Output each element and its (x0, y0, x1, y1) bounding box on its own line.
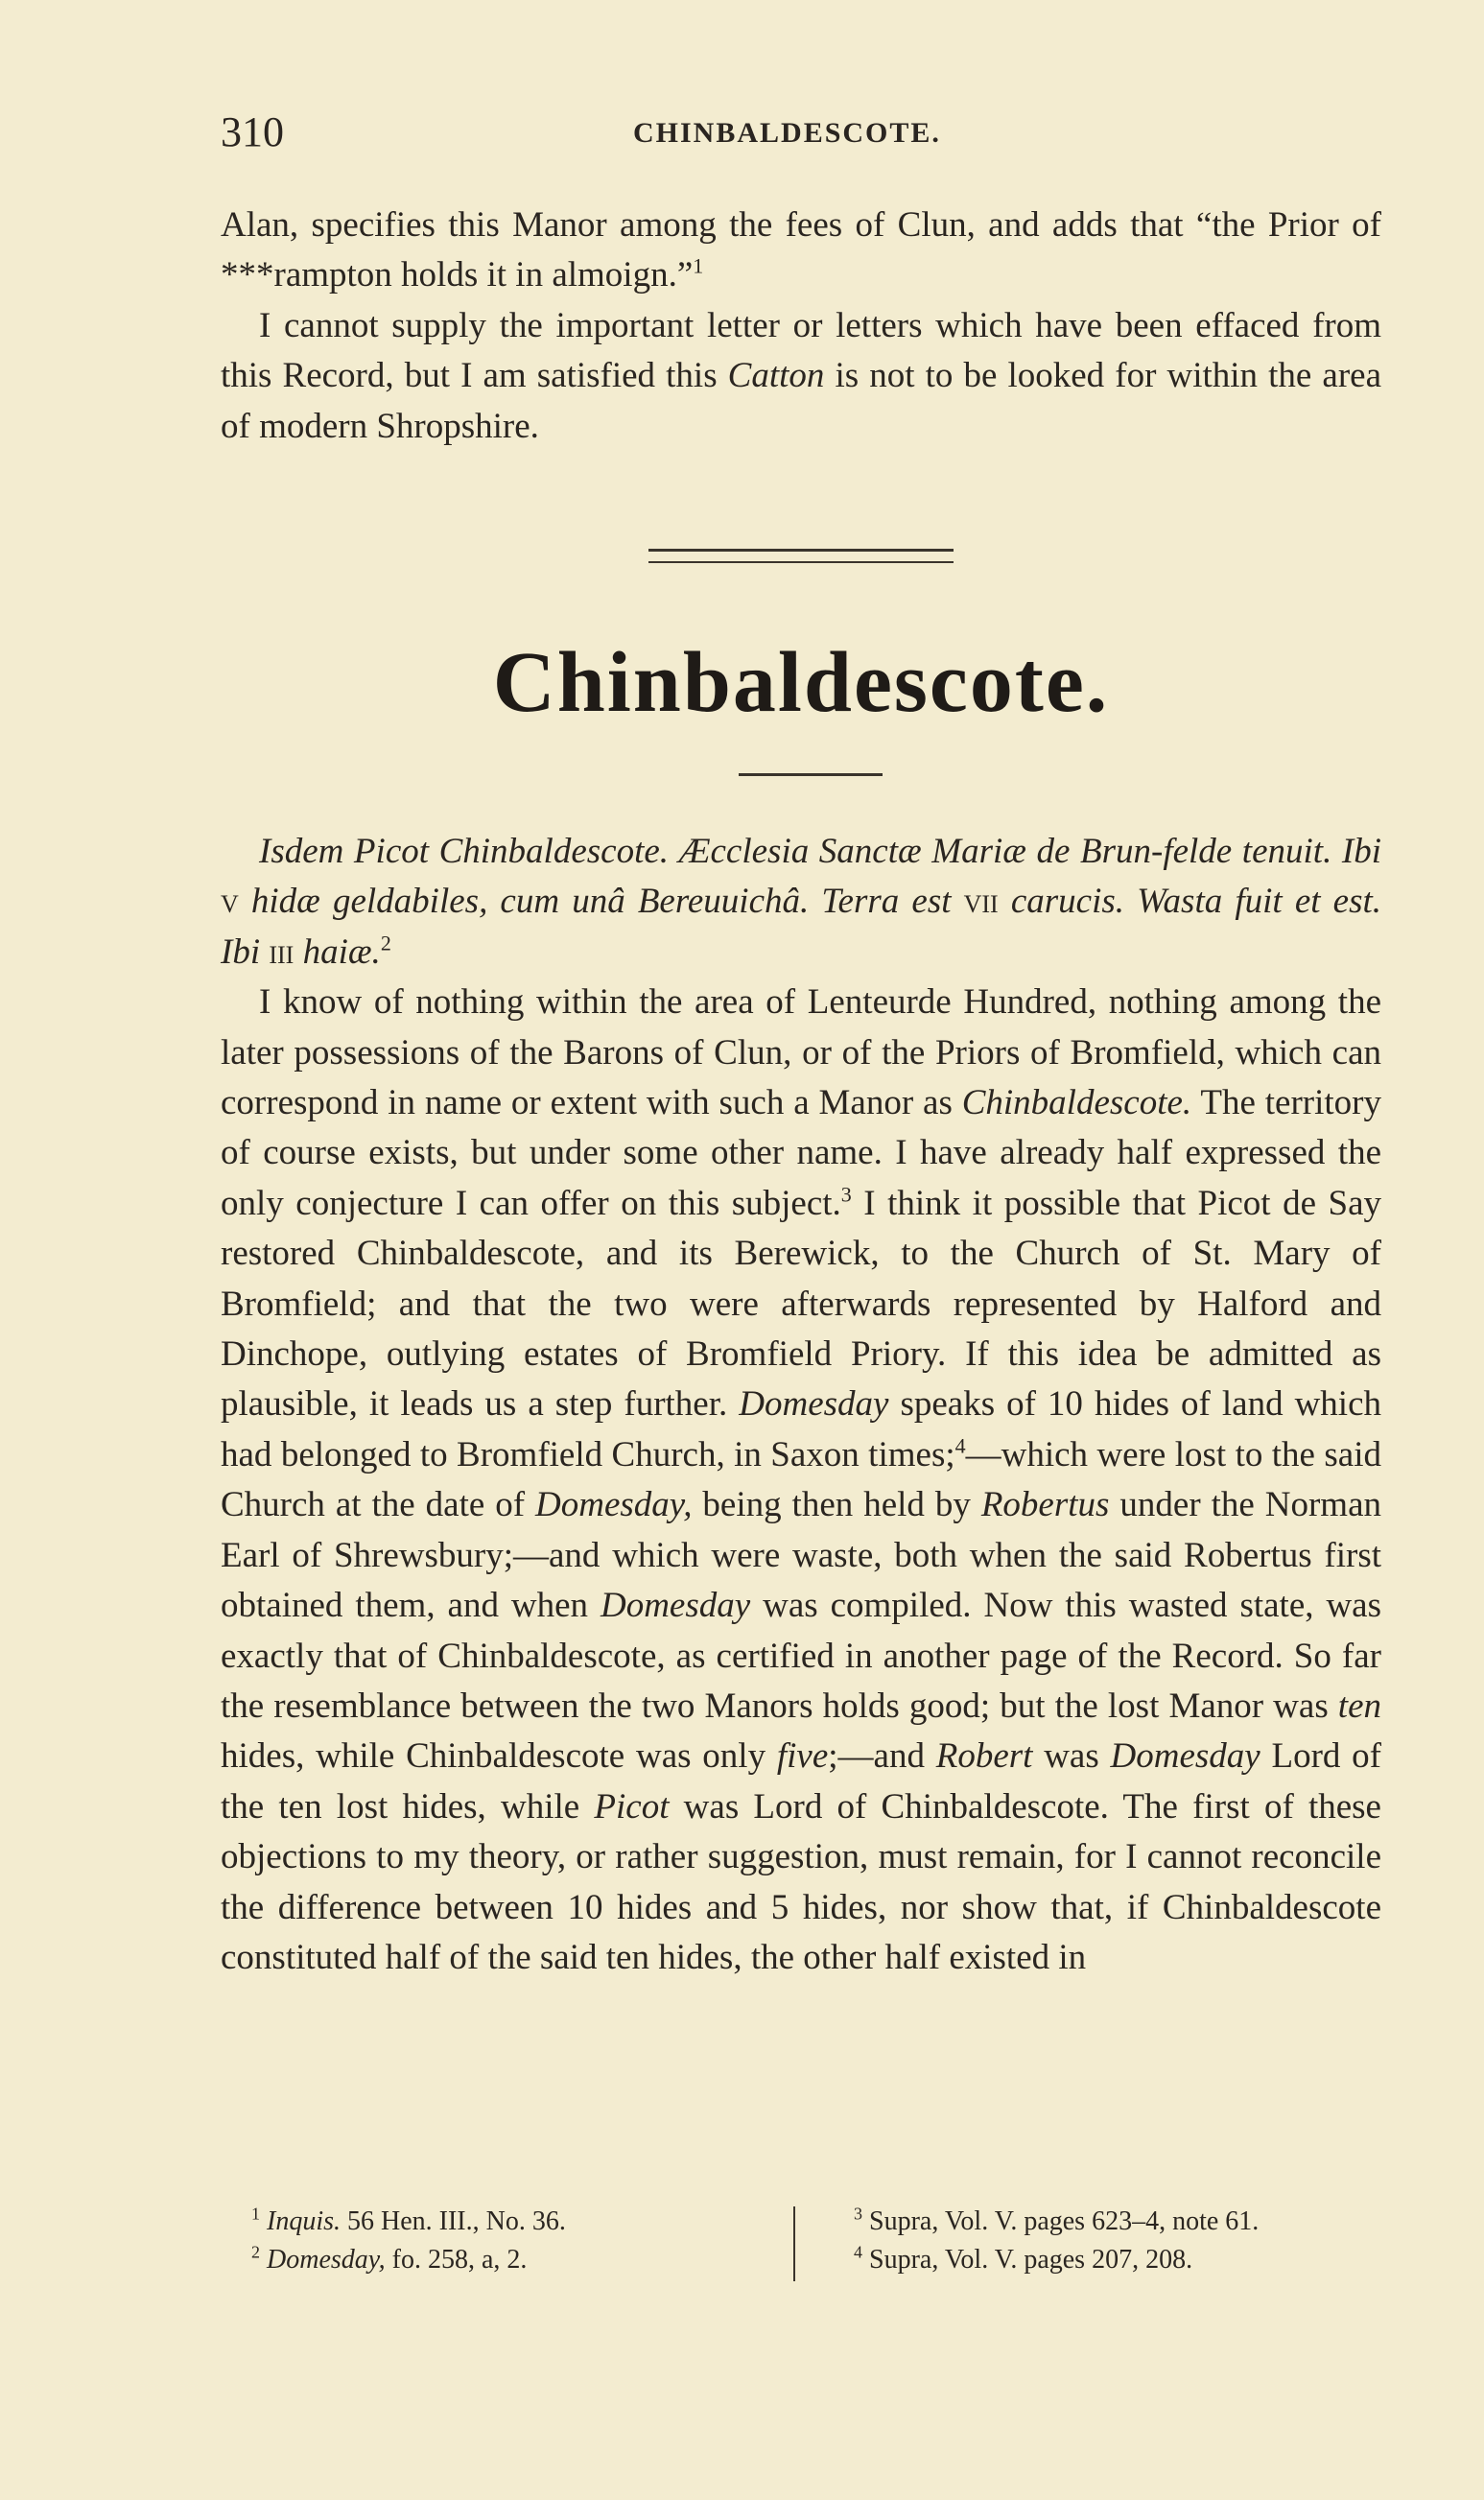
footnote-ref-1: 1 (693, 254, 704, 279)
footnotes (251, 2203, 1364, 2289)
footnote-3: $^3$ Supra, Vol. V. pages 623–4, note 61. (854, 2204, 1260, 2236)
running-title: CHINBALDESCOTE. (633, 117, 941, 149)
section-title: Chinbaldescote. (492, 635, 1110, 730)
section-body (221, 827, 1381, 1983)
footnotes-right-column (854, 2203, 1372, 2279)
footnote-ref-2: 2 (380, 931, 391, 955)
footnote-4: $^4$ Supra, Vol. V. pages 207, 208. (854, 2242, 1193, 2275)
paragraph-catton: I cannot supply the important letter or letters which have been effaced from this Record, but I am satisfied this Catton is not to be looked for within the area of modern Shropshire. (221, 305, 1381, 446)
page-header (221, 107, 1381, 165)
page-number: 310 (221, 108, 284, 155)
footnote-ref-4: 4 (954, 1433, 966, 1458)
title-underline (739, 773, 883, 776)
body-paragraph: I know of nothing within the area of Lenteurde Hundred, nothing among the later possessions of the Barons of Clun, or of the Priors of Bromfield, which can correspond in name or extent with such a Manor as Chinbaldescote. The territory of course exists, but under some other name. I have already half expressed the only conjecture I can offer on this subject.$^3$ I think it possible that Picot de Say restored Chinbaldescote, and its Berewick, to the Church of St. Mary of Bromfield; and that the two were afterwards represented by Halford and Dinchope, outlying estates of Bromfield Priory. If this idea be admitted as plausible, it leads us a step further. Domesday speaks of 10 hides of land which had belonged to Bromfield Church, in Saxon times;$^4$—which were lost to the said Church at the date of Domesday, being then held by Robertus under the Norman Earl of Shrewsbury;—and which were waste, both when the said Robertus first obtained them, and when Domesday was compiled. Now this wasted state, was exactly that of Chinbaldescote, as certified in another page of the Record. So far the resemblance between the two Manors holds good; but the lost Manor was ten hides, while Chinbaldescote was only five;—and Robert was Domesday Lord of the ten lost hides, while Picot was Lord of Chinbaldescote. The first of these objections to my theory, or rather suggestion, must remain, for I cannot reconcile the difference between 10 hides and 5 hides, nor show that, if Chinbaldescote constituted half of the said ten hides, the other half existed in (221, 982, 1382, 1977)
footnotes-left-column (251, 2203, 769, 2279)
footnote-ref-3: 3 (840, 1182, 852, 1207)
domesday-extract: Isdem Picot Chinbaldescote. Æcclesia Sanctæ Mariæ de Brun-felde tenuit. Ibi v hidæ geldabiles, cum unâ Bereuuichâ. Terra est vii carucis. Wasta fuit et est. Ibi iii haiæ.$^2$ (221, 832, 1381, 972)
footnote-divider (793, 2206, 795, 2281)
continued-text (221, 200, 1381, 452)
footnote-2: $^2$ Domesday, fo. 258, a, 2. (251, 2242, 528, 2275)
paragraph-continued: Alan, specifies this Manor among the fees of Clun, and adds that “the Prior of ***rampton holds it in almoign.”$^1$ (221, 205, 1381, 295)
section-divider-double (648, 549, 954, 563)
footnote-1: $^1$ Inquis. 56 Hen. III., No. 36. (251, 2204, 566, 2236)
